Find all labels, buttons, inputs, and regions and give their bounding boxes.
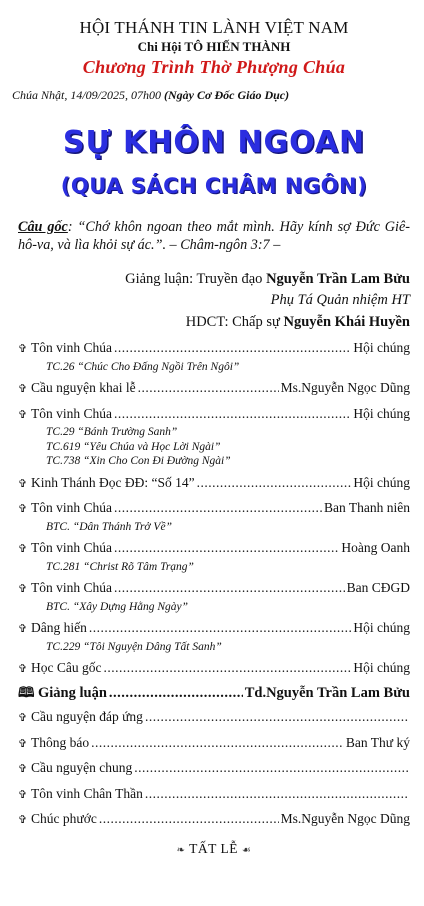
program-item: [18, 538, 410, 560]
order-of-service: [18, 338, 410, 831]
cross-icon: ✞: [18, 408, 28, 421]
preacher-name: Nguyễn Trần Lam Bửu: [266, 271, 410, 287]
cross-icon: ✞: [18, 712, 28, 724]
dot-leader: [114, 578, 345, 598]
cross-icon: ✞: [18, 477, 28, 490]
program-item: [18, 658, 410, 680]
cross-icon: ✞: [18, 503, 28, 515]
item-performer: Hội chúng: [353, 660, 410, 675]
item-label: Dâng hiến: [31, 620, 87, 635]
item-label: Tôn vinh Chúa: [31, 340, 112, 355]
verse-label: Câu gốc: [18, 219, 68, 235]
ornament-left-icon: ❧: [176, 844, 186, 856]
dot-leader: [114, 498, 322, 518]
end-line: [18, 841, 410, 857]
cross-icon: ✞: [18, 343, 28, 355]
hymn-reference: TC.619 “Yêu Chúa và Học Lời Ngài”: [46, 440, 221, 453]
program-item: [18, 758, 410, 780]
memory-verse: [18, 218, 410, 254]
preacher-label: Giảng luận: Truyền đạo: [125, 271, 267, 287]
host-name: Nguyễn Khái Huyền: [283, 314, 410, 330]
hymn-reference: TC.738 “Xin Cho Con Đi Đường Ngài”: [46, 455, 231, 467]
item-performer: Td.Nguyễn Trần Lam Bửu: [244, 684, 410, 701]
hymn-reference: TC.26 “Chúc Cho Đấng Ngồi Trên Ngôi”: [46, 360, 240, 373]
cross-icon: ✞: [18, 383, 28, 395]
program-item: [18, 578, 410, 600]
hymn-reference: BTC. “Dân Thánh Trở Về”: [46, 520, 172, 533]
end-text: TẤT LỄ: [189, 840, 239, 856]
item-label: Cầu nguyện khai lễ: [31, 380, 136, 395]
dot-leader: [114, 404, 351, 424]
item-label: Tôn vinh Chân Thần: [31, 785, 143, 801]
dot-leader: [99, 809, 279, 829]
ornament-right-icon: ☙: [241, 844, 252, 856]
program-item: [18, 473, 410, 495]
program-item: [18, 733, 410, 755]
cross-icon: ✞: [18, 814, 28, 826]
preacher-block: [18, 269, 410, 311]
program-title: Chương Trình Thờ Phượng Chúa: [82, 57, 346, 77]
item-performer: Ban Thư ký: [345, 734, 410, 750]
item-label: Tôn vinh Chúa: [31, 580, 112, 595]
item-label: Tôn vinh Chúa: [31, 540, 112, 555]
item-label: Thông báo: [31, 734, 90, 750]
program-item: [18, 618, 410, 640]
host-line: [18, 314, 410, 331]
hymn-reference: TC.29 “Bánh Trường Sanh”: [46, 426, 178, 438]
item-performer: Ms.Nguyễn Ngọc Dũng: [280, 380, 410, 395]
item-label: Kinh Thánh Đọc ĐĐ: “Số 14”: [31, 474, 195, 490]
cross-icon: ✞: [18, 583, 28, 595]
cross-icon: ✞: [18, 623, 28, 635]
program-sheet: [0, 18, 424, 906]
program-item: [18, 404, 410, 426]
host-label: HDCT: Chấp sự: [185, 314, 284, 330]
cross-icon: ✞: [18, 788, 28, 801]
item-label: Chúc phước: [31, 811, 97, 826]
dot-leader: [145, 707, 408, 727]
dot-leader: [89, 618, 352, 638]
sermon-subtitle: (QUA SÁCH CHÂM NGÔN): [60, 174, 368, 198]
service-date: [12, 88, 410, 103]
dot-leader: [109, 684, 243, 704]
item-performer: Hội chúng: [353, 474, 410, 490]
item-performer: Hội chúng: [353, 405, 410, 421]
branch-name: Chi Hội TÔ HIẾN THÀNH: [137, 39, 291, 54]
program-item: [18, 684, 410, 704]
item-label: Giảng luận: [38, 684, 107, 701]
preacher-role: Phụ Tá Quản nhiệm HT: [270, 292, 410, 308]
church-name: HỘI THÁNH TIN LÀNH VIỆT NAM: [79, 18, 349, 37]
dot-leader: [114, 338, 351, 358]
preacher-line: [18, 269, 410, 290]
item-performer: Ban CĐGD: [346, 580, 410, 595]
item-label: Tôn vinh Chúa: [31, 500, 112, 515]
hymn-reference: TC.281 “Christ Rõ Tâm Trạng”: [46, 560, 194, 573]
program-item: [18, 498, 410, 520]
program-item: [18, 378, 410, 400]
dot-leader: [91, 733, 344, 753]
book-icon: 🕮: [18, 685, 35, 701]
date-text: Chúa Nhật, 14/09/2025, 07h00: [12, 88, 162, 102]
cross-icon: ✞: [18, 543, 28, 555]
item-performer: Hội chúng: [353, 620, 410, 635]
program-item: [18, 338, 410, 360]
dot-leader: [114, 538, 339, 558]
cross-icon: ✞: [18, 663, 28, 675]
dot-leader: [145, 784, 408, 804]
verse-text: : “Chớ khôn ngoan theo mắt mình. Hãy kính sợ Đức Giê-hô-va, và lìa khỏi sự ác.”. – Châm-ngôn 3:7 –: [18, 219, 410, 253]
sermon-title: SỰ KHÔN NGOAN: [62, 125, 366, 160]
item-performer: Ms.Nguyễn Ngọc Dũng: [280, 811, 410, 826]
item-label: Cầu nguyện chung: [31, 760, 133, 775]
hymn-reference: TC.229 “Tôi Nguyện Dâng Tất Sanh”: [46, 640, 222, 653]
dot-leader: [103, 658, 351, 678]
item-label: Tôn vinh Chúa: [31, 405, 112, 421]
cross-icon: ✞: [18, 737, 28, 750]
dot-leader: [138, 378, 279, 398]
dot-leader: [134, 758, 408, 778]
item-performer: Ban Thanh niên: [324, 500, 410, 515]
item-label: Cầu nguyện đáp ứng: [31, 709, 143, 724]
date-occasion: (Ngày Cơ Đốc Giáo Dục): [164, 88, 290, 102]
program-item: [18, 707, 410, 729]
item-label: Học Câu gốc: [31, 660, 102, 675]
program-item: [18, 809, 410, 831]
item-performer: Hội chúng: [353, 340, 410, 355]
hymn-reference: BTC. “Xây Dựng Hằng Ngày”: [46, 600, 189, 613]
cross-icon: ✞: [18, 763, 28, 775]
program-item: [18, 784, 410, 806]
dot-leader: [197, 473, 352, 493]
item-performer: Hoàng Oanh: [341, 540, 410, 555]
